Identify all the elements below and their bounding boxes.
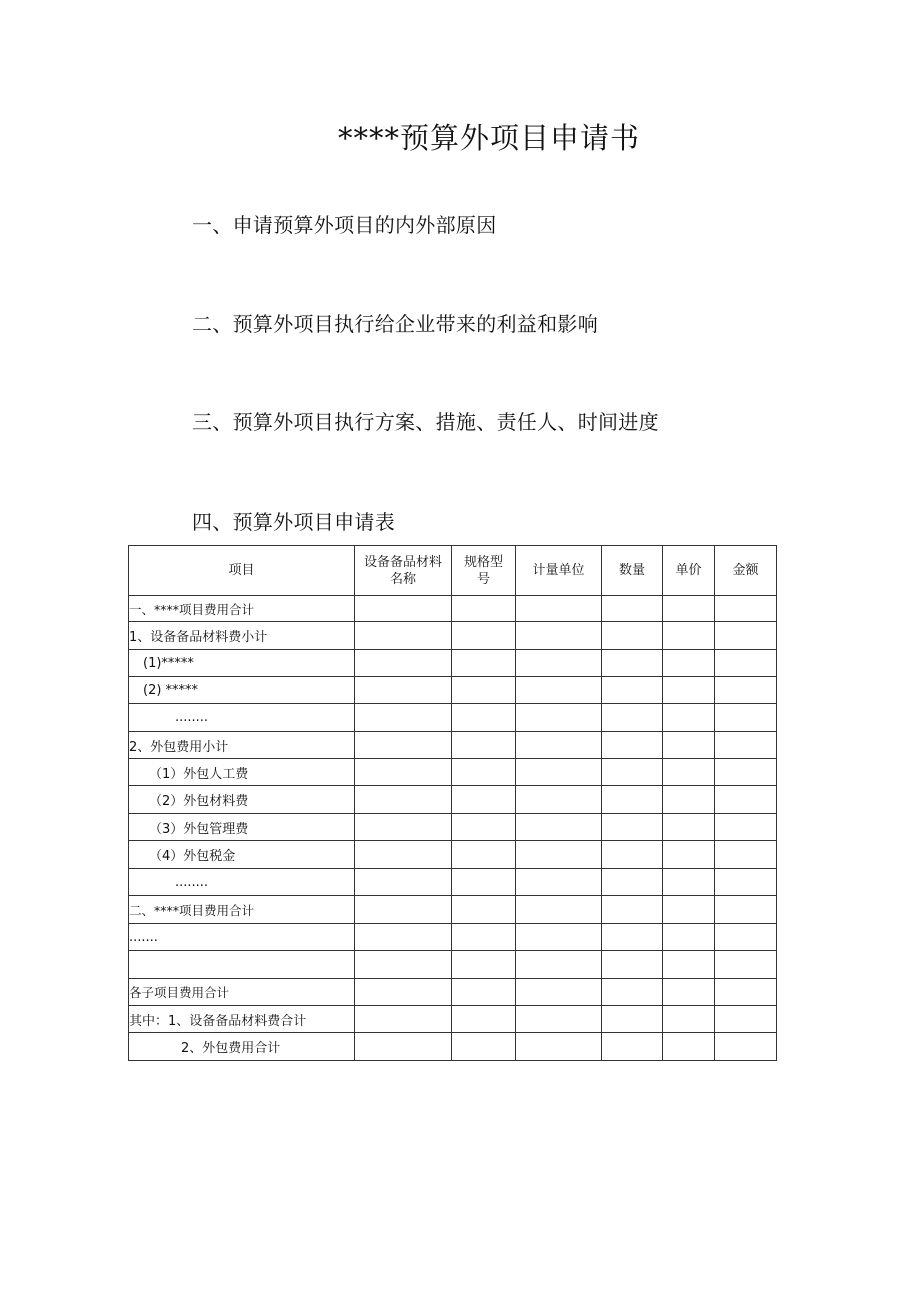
table-cell [452,759,516,786]
table-row [129,1006,777,1033]
row-label: (1)***** [129,650,355,677]
table-cell [516,596,602,622]
table-cell [516,841,602,869]
table-cell [355,979,452,1006]
table-row [129,896,777,924]
header-spec-line1: 规格型 [463,554,503,570]
table-row [129,759,777,786]
table-cell [715,1033,777,1061]
table-cell [516,704,602,732]
table-cell [602,786,663,814]
table-cell [355,814,452,841]
section-heading-benefits: 二、预算外项目执行给企业带来的利益和影响 [192,312,598,336]
table-cell [602,814,663,841]
table-cell [715,814,777,841]
table-cell [602,896,663,924]
header-quantity: 数量 [602,546,663,596]
row-label: 2、外包费用合计 [129,1033,355,1061]
table-cell [452,1006,516,1033]
table-cell [452,951,516,979]
table-cell [602,732,663,759]
row-label: ........ [129,869,355,896]
table-cell [452,924,516,951]
table-cell [516,1006,602,1033]
table-cell [452,622,516,650]
table-cell [355,1033,452,1061]
table-row [129,786,777,814]
row-label [129,951,355,979]
table-cell [452,704,516,732]
table-cell [715,1006,777,1033]
table-cell [452,650,516,677]
table-header-row [129,546,777,596]
table-row [129,732,777,759]
table-cell [663,841,715,869]
table-cell [355,1006,452,1033]
table-cell [715,951,777,979]
table-row [129,650,777,677]
table-cell [355,786,452,814]
row-label: （4）外包税金 [129,841,355,869]
table-cell [452,814,516,841]
table-cell [663,869,715,896]
table-cell [516,732,602,759]
row-label: ....... [129,924,355,951]
table-cell [355,622,452,650]
table-cell [663,951,715,979]
table-cell [602,924,663,951]
section-heading-reasons: 一、申请预算外项目的内外部原因 [192,213,497,237]
table-row [129,814,777,841]
table-cell [602,622,663,650]
table-cell [715,596,777,622]
section-heading-plan: 三、预算外项目执行方案、措施、责任人、时间进度 [192,410,659,434]
table-cell [516,951,602,979]
table-cell [602,869,663,896]
row-label: ........ [129,704,355,732]
header-spec [452,546,516,596]
table-cell [516,896,602,924]
table-cell [663,677,715,704]
table-cell [355,759,452,786]
table-cell [355,924,452,951]
table-cell [715,869,777,896]
table-cell [663,596,715,622]
table-row [129,869,777,896]
table-row [129,841,777,869]
table-cell [602,951,663,979]
header-spec-line2: 号 [476,571,490,587]
table-cell [715,704,777,732]
table-cell [355,951,452,979]
table-cell [663,650,715,677]
table-cell [663,732,715,759]
table-cell [355,732,452,759]
table-cell [602,704,663,732]
table-cell [715,677,777,704]
table-cell [516,786,602,814]
table-cell [355,596,452,622]
table-cell [602,1033,663,1061]
table-cell [452,732,516,759]
header-unit-price: 单价 [663,546,715,596]
row-label: （3）外包管理费 [129,814,355,841]
table-cell [452,979,516,1006]
table-row [129,924,777,951]
budget-application-table [128,545,777,1061]
table-cell [602,596,663,622]
header-unit: 计量单位 [516,546,602,596]
table-cell [516,759,602,786]
table-row [129,677,777,704]
table-cell [602,979,663,1006]
table-cell [516,924,602,951]
header-material-name [355,546,452,596]
row-label: 二、****项目费用合计 [129,896,355,924]
table-cell [355,896,452,924]
row-label: 其中：1、设备备品材料费合计 [129,1006,355,1033]
table-cell [355,650,452,677]
table-cell [452,596,516,622]
row-label: 2、外包费用小计 [129,732,355,759]
table-cell [516,869,602,896]
table-cell [602,650,663,677]
row-label: 各子项目费用合计 [129,979,355,1006]
table-row [129,596,777,622]
table-cell [663,979,715,1006]
row-label: 1、设备备品材料费小计 [129,622,355,650]
header-material-line1: 设备备品材料 [363,554,442,570]
table-cell [452,677,516,704]
table-cell [602,841,663,869]
table-cell [663,759,715,786]
table-cell [715,759,777,786]
table-cell [355,704,452,732]
table-cell [663,1006,715,1033]
table-cell [663,896,715,924]
table-cell [516,677,602,704]
table-cell [452,896,516,924]
table-cell [355,677,452,704]
table-cell [452,786,516,814]
table-cell [715,896,777,924]
table-row [129,1033,777,1061]
table-cell [516,1033,602,1061]
table-cell [355,841,452,869]
table-row [129,979,777,1006]
table-cell [602,677,663,704]
table-cell [516,979,602,1006]
table-cell [663,924,715,951]
table-cell [715,841,777,869]
table-cell [355,869,452,896]
table-cell [452,869,516,896]
table-cell [715,732,777,759]
header-item: 项目 [129,546,355,596]
header-amount: 金额 [715,546,777,596]
table-cell [663,704,715,732]
row-label: (2) ***** [129,677,355,704]
table-cell [663,814,715,841]
table-cell [516,814,602,841]
table-cell [715,622,777,650]
table-cell [715,786,777,814]
table-row [129,704,777,732]
table-row [129,622,777,650]
row-label: 一、****项目费用合计 [129,596,355,622]
table-cell [452,1033,516,1061]
table-cell [715,979,777,1006]
table-cell [663,786,715,814]
table-cell [715,924,777,951]
header-material-line2: 名称 [389,571,416,587]
document-title: ****预算外项目申请书 [337,121,640,155]
table-row [129,951,777,979]
table-cell [516,622,602,650]
row-label: （1）外包人工费 [129,759,355,786]
table-cell [602,759,663,786]
table-cell [602,1006,663,1033]
table-cell [663,622,715,650]
table-cell [452,841,516,869]
table-cell [516,650,602,677]
section-heading-application-table: 四、预算外项目申请表 [192,510,395,534]
table-cell [715,650,777,677]
table-cell [663,1033,715,1061]
row-label: （2）外包材料费 [129,786,355,814]
